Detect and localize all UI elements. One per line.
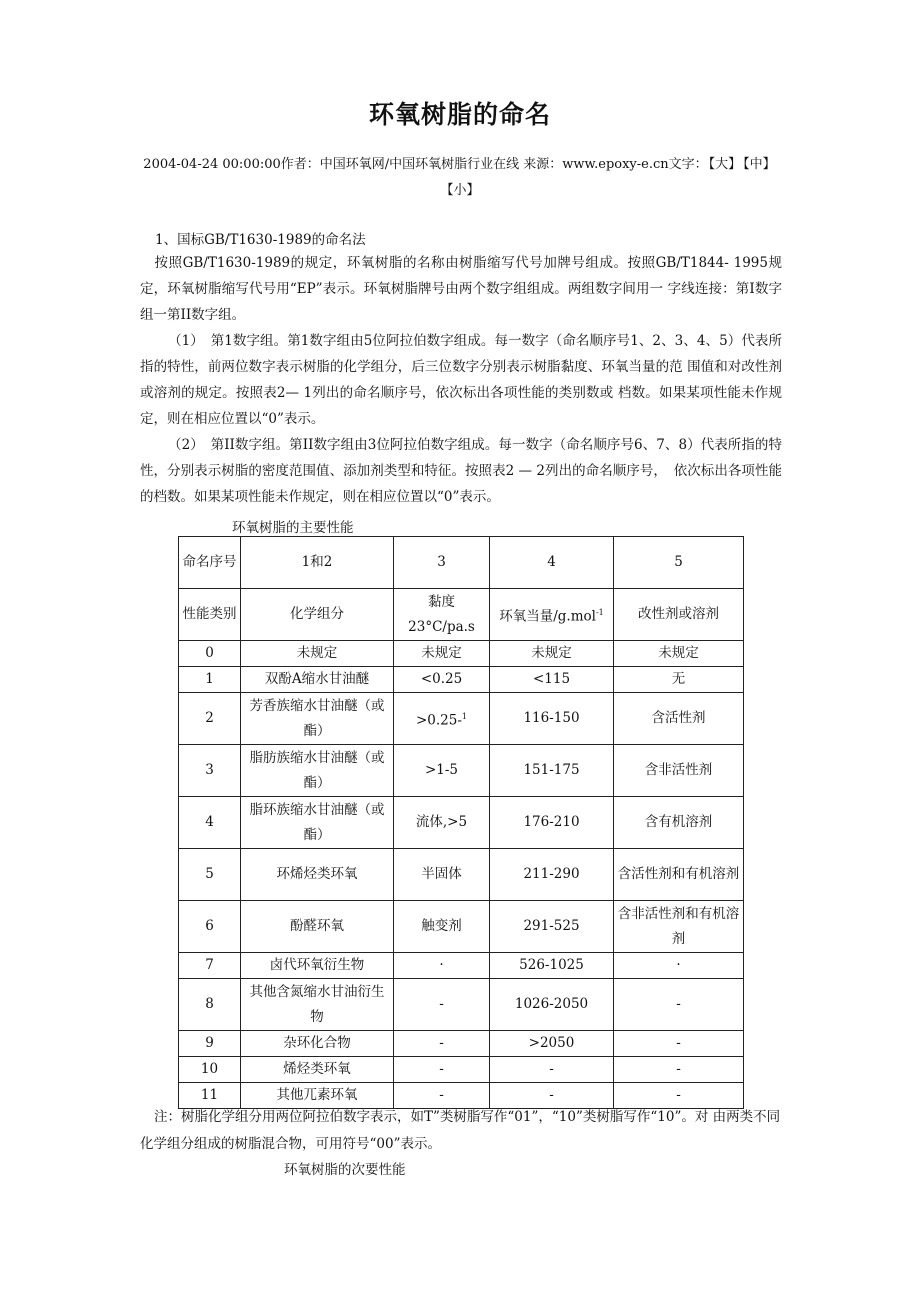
table-cell: 211-290 bbox=[490, 849, 614, 901]
table-cell: 环烯烃类环氧 bbox=[241, 849, 394, 901]
table2-caption: 环氧树脂的次要性能 bbox=[284, 1162, 406, 1178]
header-cell: 改性剂或溶剂 bbox=[614, 589, 744, 641]
table-cell: 9 bbox=[179, 1031, 241, 1057]
header-cell: 化学组分 bbox=[241, 589, 394, 641]
table-cell: 含有机溶剂 bbox=[614, 797, 744, 849]
header-cell: 命名序号 bbox=[179, 537, 241, 589]
table-row bbox=[179, 953, 744, 979]
table-cell: 卤代环氧衍生物 bbox=[241, 953, 394, 979]
table-cell: 0 bbox=[179, 641, 241, 667]
table-row bbox=[179, 797, 744, 849]
table-cell: 未规定 bbox=[490, 641, 614, 667]
header-cell: 5 bbox=[614, 537, 744, 589]
table-cell: 116-150 bbox=[490, 693, 614, 745]
table-cell: 7 bbox=[179, 953, 241, 979]
font-size-medium-link[interactable]: 【中】 bbox=[743, 157, 776, 172]
header-cell: 4 bbox=[490, 537, 614, 589]
table-cell: - bbox=[394, 1031, 490, 1057]
table-cell: 2 bbox=[179, 693, 241, 745]
table-row bbox=[179, 1057, 744, 1083]
header-cell: 黏度 23°C/pa.s bbox=[394, 589, 490, 641]
table-cell: <115 bbox=[490, 667, 614, 693]
header-cell: 性能类别 bbox=[179, 589, 241, 641]
table-note: 注：树脂化学组分用两位阿拉伯数字表示，如T”类树脂写作“01”，“10”类树脂写作“10”。对 由两类不同化学组分组成的树脂混合物，可用符号“00”表示。 bbox=[140, 1109, 781, 1152]
table-cell: 8 bbox=[179, 979, 241, 1031]
table-cell: 触变剂 bbox=[394, 901, 490, 953]
header-cell: 1和2 bbox=[241, 537, 394, 589]
table-row bbox=[179, 667, 744, 693]
table-cell: >1-5 bbox=[394, 745, 490, 797]
table-cell: 未规定 bbox=[614, 641, 744, 667]
table-cell: 无 bbox=[614, 667, 744, 693]
table-row bbox=[179, 641, 744, 667]
table-cell: - bbox=[614, 1057, 744, 1083]
table-cell: 4 bbox=[179, 797, 241, 849]
table-cell: - bbox=[614, 979, 744, 1031]
table-cell: 10 bbox=[179, 1057, 241, 1083]
table-cell: - bbox=[490, 1083, 614, 1109]
table-cell: - bbox=[394, 1083, 490, 1109]
table-cell: 流体,>5 bbox=[394, 797, 490, 849]
table-header-row bbox=[179, 589, 744, 641]
paragraph-2: （1） 第1数字组。第1数字组由5位阿拉伯数字组成。每一数字（命名顺序号1、2、3、4、5）代表所指的特性，前两位数字表示树脂的化学组分，后三位数字分别表示树脂黏度、环氧当量的范 围值和对改性剂或溶剂的规定。按照表2— 1列出的命名顺序号，依次标出各项性能的类别数或 档数。如果某项性能未作规定，则在相应位置以“0”表示。 bbox=[140, 333, 782, 427]
table-cell: 176-210 bbox=[490, 797, 614, 849]
table-cell: >0.25-$^1$ bbox=[394, 693, 490, 745]
table-cell: 含活性剂 bbox=[614, 693, 744, 745]
table-cell: 1 bbox=[179, 667, 241, 693]
table-row bbox=[179, 979, 744, 1031]
table-cell: 含非活性剂 bbox=[614, 745, 744, 797]
table-cell: - bbox=[394, 979, 490, 1031]
font-size-large-link[interactable]: 【大】 bbox=[708, 157, 742, 172]
table-cell: 其他含氮缩水甘油衍生物 bbox=[241, 979, 394, 1031]
table-cell: 291-525 bbox=[490, 901, 614, 953]
table-cell: 5 bbox=[179, 849, 241, 901]
table-cell: - bbox=[394, 1057, 490, 1083]
table-cell: 脂肪族缩水甘油醚（或酯） bbox=[241, 745, 394, 797]
table-cell: 526-1025 bbox=[490, 953, 614, 979]
table-cell: 烯烃类环氧 bbox=[241, 1057, 394, 1083]
table-cell: 未规定 bbox=[241, 641, 394, 667]
table-caption: 环氧树脂的主要性能 bbox=[232, 520, 354, 536]
page-title: 环氧树脂的命名 bbox=[368, 100, 551, 129]
table-cell: 11 bbox=[179, 1083, 241, 1109]
table-cell: · bbox=[394, 953, 490, 979]
table-row bbox=[179, 693, 744, 745]
article-meta bbox=[140, 152, 780, 204]
paragraph-3: （2） 第ΙΙ数字组。第ΙΙ数字组由3位阿拉伯数字组成。每一数字（命名顺序号6、7、8）代表所指的特性，分别表示树脂的密度范围值、添加剂类型和特征。按照表2 — 2列出的命名顺序号， 依次标出各项性能的档数。如果某项性能未作规定，则在相应位置以“0”表示。 bbox=[140, 437, 782, 505]
table-cell: - bbox=[614, 1031, 744, 1057]
table-cell: 脂环族缩水甘油醚（或酯） bbox=[241, 797, 394, 849]
table-row bbox=[179, 1031, 744, 1057]
header-cell: 3 bbox=[394, 537, 490, 589]
table-cell: 未规定 bbox=[394, 641, 490, 667]
section-heading: 1、国标GB/T1630-1989的命名法 bbox=[155, 232, 366, 248]
table-cell: 1026-2050 bbox=[490, 979, 614, 1031]
font-size-small-link[interactable]: 【小】 bbox=[440, 183, 480, 198]
table-cell: 半固体 bbox=[394, 849, 490, 901]
table-cell: 151-175 bbox=[490, 745, 614, 797]
table-cell: 3 bbox=[179, 745, 241, 797]
table-cell: <0.25 bbox=[394, 667, 490, 693]
table-cell: 杂环化合物 bbox=[241, 1031, 394, 1057]
table-cell: 其他兀素环氧 bbox=[241, 1083, 394, 1109]
table-header-row bbox=[179, 537, 744, 589]
superscript: 1 bbox=[461, 711, 468, 721]
table-row bbox=[179, 745, 744, 797]
table-row bbox=[179, 849, 744, 901]
table-cell: 双酚A缩水甘油醚 bbox=[241, 667, 394, 693]
table-cell: >2050 bbox=[490, 1031, 614, 1057]
meta-line: 2004-04-24 00:00:00作者：中国环氧网/中国环氧树脂行业在线 来源：www.epoxy-e.cn文字： bbox=[143, 157, 708, 172]
table-cell: 含非活性剂和有机溶剂 bbox=[614, 901, 744, 953]
table-cell: 酚醛环氧 bbox=[241, 901, 394, 953]
table-cell: 6 bbox=[179, 901, 241, 953]
table-cell: - bbox=[490, 1057, 614, 1083]
table-cell: · bbox=[614, 953, 744, 979]
header-cell: 环氧当量/g.mol$^{-1}$ bbox=[490, 589, 614, 641]
table-cell: 含活性剂和有机溶剂 bbox=[614, 849, 744, 901]
superscript: -1 bbox=[595, 607, 604, 617]
table-cell: - bbox=[614, 1083, 744, 1109]
table-row bbox=[179, 901, 744, 953]
table-cell: 芳香族缩水甘油醚（或酯） bbox=[241, 693, 394, 745]
main-properties-table bbox=[178, 536, 744, 1109]
paragraph-1: 按照GB/T1630-1989的规定，环氧树脂的名称由树脂缩写代号加牌号组成。按照GB/T1844- 1995规定，环氧树脂缩写代号用“EP”表示。环氧树脂牌号由两个数字组组成。两组数字间用一 字线连接：第Ⅰ数字组一第ΙΙ数字组。 bbox=[140, 255, 782, 323]
